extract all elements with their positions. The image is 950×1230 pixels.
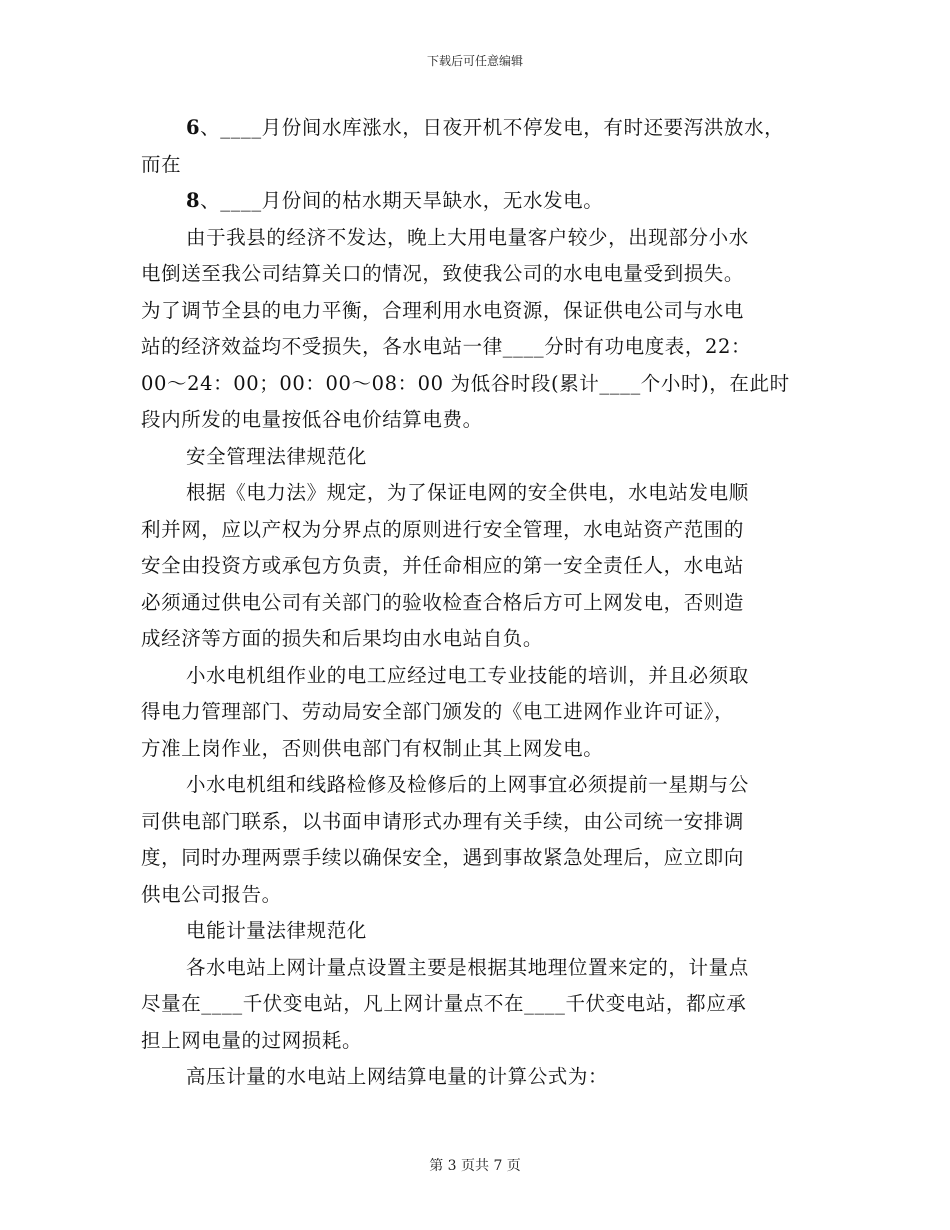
text-line: 利并网，应以产权为分界点的原则进行安全管理，水电站资产范围的 <box>141 517 745 541</box>
text-line: 而在 <box>141 152 182 176</box>
text-line <box>141 113 811 150</box>
text-line: 供电公司报告。 <box>141 882 282 906</box>
list-number: 8 <box>186 189 201 212</box>
text-line: 得电力管理部门、劳动局安全部门颁发的《电工进网作业许可证》， <box>141 700 735 723</box>
page-header: 下载后可任意编辑 <box>426 54 523 68</box>
text-line <box>141 186 811 223</box>
text-line: 安全由投资方或承包方负责，并任命相应的第一安全责任人，水电站 <box>141 554 745 577</box>
text-line: 小水电机组作业的电工应经过电工专业技能的培训，并且必须取 <box>186 663 749 687</box>
text-line: 段内所发的电量按低谷电价结算电费。 <box>141 408 483 431</box>
text-line: 度，同时办理两票手续以确保安全，遇到事故紧急处理后，应立即向 <box>141 846 745 869</box>
text-line: 尽量在____千伏变电站，凡上网计量点不在____千伏变电站，都应承 <box>141 992 747 1015</box>
text-line: 根据《电力法》规定，为了保证电网的安全供电，水电站发电顺 <box>186 481 749 504</box>
text-line: 方准上岗作业，否则供电部门有权制止其上网发电。 <box>141 736 604 760</box>
text-line: 电能计量法律规范化 <box>186 919 367 942</box>
text-line: 电倒送至我公司结算关口的情况，致使我公司的水电电量受到损失。 <box>141 262 745 285</box>
text-line: 00～24：00；00：00～08：00 为低谷时段(累计____个小时)，在此时 <box>141 371 790 395</box>
text-line: 小水电机组和线路检修及检修后的上网事宜必须提前一星期与公 <box>186 773 749 796</box>
document-body <box>141 113 811 1099</box>
line-text: 、____月份间的枯水期天旱缺水，无水发电。 <box>200 189 604 212</box>
line-text: 、____月份间水库涨水，日夜开机不停发电，有时还要泻洪放水， <box>200 116 785 139</box>
text-line: 由于我县的经济不发达，晚上大用电量客户较少，出现部分小水 <box>186 225 749 249</box>
page-footer: 第 3 页共 7 页 <box>429 1158 521 1174</box>
text-line: 担上网电量的过网损耗。 <box>141 1028 363 1052</box>
text-line: 高压计量的水电站上网结算电量的计算公式为： <box>186 1065 609 1088</box>
text-line: 为了调节全县的电力平衡，合理利用水电资源，保证供电公司与水电 <box>141 298 745 322</box>
list-number: 6 <box>186 116 201 139</box>
text-line: 各水电站上网计量点设置主要是根据其地理位置来定的，计量点 <box>186 955 749 979</box>
text-line: 必须通过供电公司有关部门的验收检查合格后方可上网发电，否则造 <box>141 590 745 614</box>
text-line: 安全管理法律规范化 <box>186 444 367 468</box>
text-line: 站的经济效益均不受损失，各水电站一律____分时有功电度表，22： <box>141 335 752 358</box>
text-line: 成经济等方面的损失和后果均由水电站自负。 <box>141 627 544 650</box>
text-line: 司供电部门联系，以书面申请形式办理有关手续，由公司统一安排调 <box>141 809 745 833</box>
